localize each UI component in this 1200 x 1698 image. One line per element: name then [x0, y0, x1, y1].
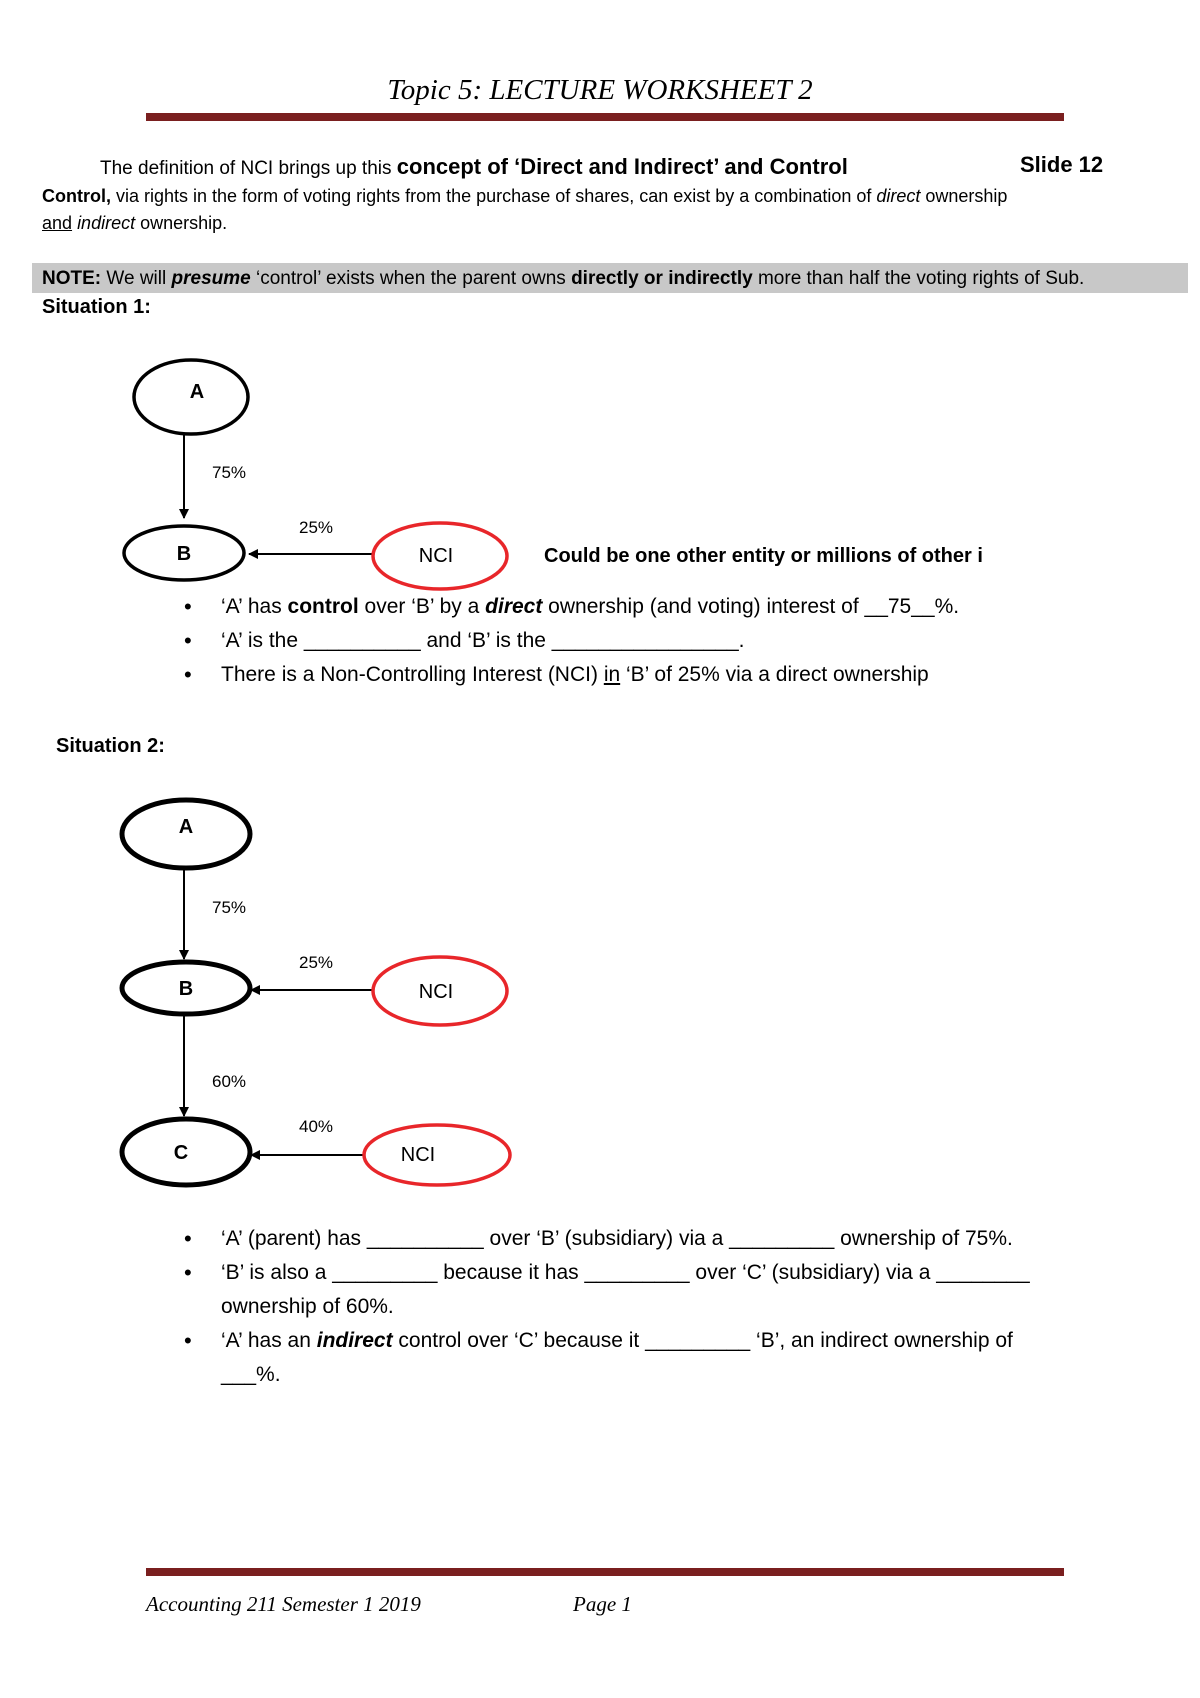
situation-2-bullets [184, 1222, 1064, 1392]
list-item: • ‘A’ is the __________ and ‘B’ is the ________________. [184, 624, 1084, 658]
situation-2-diagram [122, 800, 510, 1185]
intro-text: ownership [920, 186, 1008, 206]
node-c-2-label: C [173, 1142, 189, 1164]
edge-a-b-1-label: 75% [212, 463, 247, 482]
node-nci-2a-label: NCI [418, 981, 454, 1003]
edge-nci-b-2-label: 25% [299, 953, 334, 972]
intro-concept: concept of ‘Direct and Indirect’ and Control [396, 154, 848, 179]
edge-b-c-2-label: 60% [212, 1072, 247, 1091]
note-part: more than half the voting rights of Sub. [752, 268, 1085, 289]
note-part: We will [101, 268, 172, 289]
edge-nci-c-2-label: 40% [299, 1117, 334, 1136]
note-directly: directly or indirectly [571, 268, 753, 289]
situation-2-title: Situation 2: [56, 735, 165, 757]
node-b-2-label: B [178, 978, 194, 1000]
node-b-1-label: B [176, 543, 192, 565]
footer-page: Page 1 [573, 1592, 632, 1616]
intro-text: via rights in the form of voting rights from the purchase of shares, can exist by a combination of [111, 186, 877, 206]
control-label: Control, [42, 186, 111, 206]
footer-course: Accounting 211 Semester 1 2019 [146, 1592, 421, 1616]
situation-1-diagram [124, 360, 983, 589]
list-item: • ‘A’ has an indirect control over ‘C’ because it _________ ‘B’, an indirect ownership of ___%. [184, 1324, 1064, 1392]
note-part: ‘control’ exists when the parent owns [250, 268, 572, 289]
intro-text: The definition of NCI brings up this [100, 158, 397, 179]
node-a-1-label: A [189, 381, 205, 403]
situation-1-bullets [184, 590, 1084, 692]
intro-text: ownership. [135, 213, 228, 233]
list-item: • ‘B’ is also a _________ because it has _________ over ‘C’ (subsidiary) via a ________ ownership of 60%. [184, 1256, 1064, 1324]
slide-reference: Slide 12 [1020, 152, 1104, 177]
note-label: NOTE: [42, 268, 102, 289]
page-title: Topic 5: LECTURE WORKSHEET 2 [387, 74, 813, 106]
node-a-2-label: A [178, 816, 194, 838]
direct-term: direct [876, 186, 921, 206]
node-nci-1-label: NCI [418, 545, 454, 567]
footer-rule [146, 1568, 1064, 1576]
and-term: and [42, 213, 73, 233]
situation-1-title: Situation 1: [42, 296, 151, 318]
edge-a-b-2-label: 75% [212, 898, 247, 917]
list-item: • There is a Non-Controlling Interest (NCI) in ‘B’ of 25% via a direct ownership [184, 658, 1084, 692]
list-item: • ‘A’ (parent) has __________ over ‘B’ (subsidiary) via a _________ ownership of 75%. [184, 1222, 1064, 1256]
indirect-term: indirect [77, 213, 136, 233]
node-nci-2b-label: NCI [400, 1144, 436, 1166]
note-presume: presume [171, 268, 251, 289]
edge-nci-b-1-label: 25% [299, 518, 334, 537]
node-nci-2b [364, 1125, 510, 1185]
list-item: • ‘A’ has control over ‘B’ by a direct ownership (and voting) interest of __75__%. [184, 590, 1084, 624]
nci-comment: Could be one other entity or millions of other i [544, 545, 983, 567]
